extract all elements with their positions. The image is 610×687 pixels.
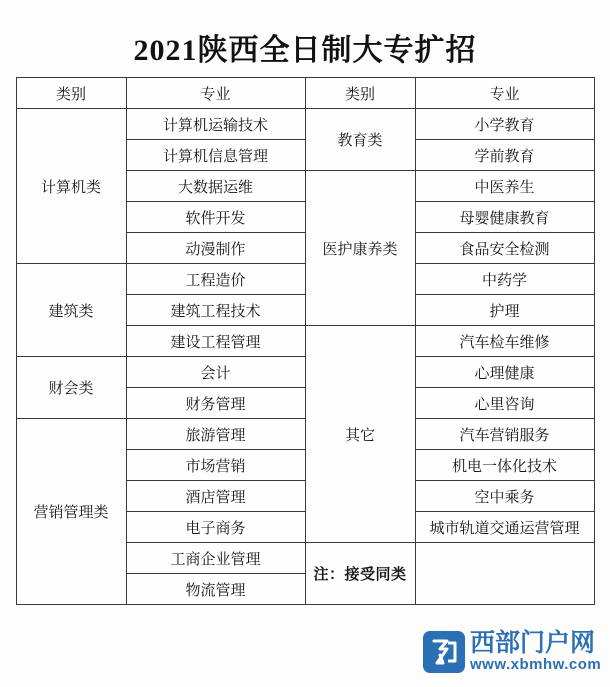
- major-cell: 小学教育: [415, 109, 594, 140]
- category-cell-medical: 医护康养类: [305, 171, 415, 326]
- major-cell: 大数据运维: [126, 171, 305, 202]
- major-cell: 计算机信息管理: [126, 140, 305, 171]
- major-cell: 物流管理: [126, 574, 305, 605]
- major-cell: 机电一体化技术: [415, 450, 594, 481]
- page-title: 2021陕西全日制大专扩招: [133, 34, 477, 67]
- major-cell: 工程造价: [126, 264, 305, 295]
- header-category-left: 类别: [16, 78, 126, 109]
- major-cell: 护理: [415, 295, 594, 326]
- major-cell: 建设工程管理: [126, 326, 305, 357]
- table-header-row: [16, 78, 594, 109]
- header-major-left: 专业: [126, 78, 305, 109]
- major-cell: 学前教育: [415, 140, 594, 171]
- watermark-text: [470, 631, 601, 673]
- major-cell: 软件开发: [126, 202, 305, 233]
- xbmhw-logo-icon: [422, 630, 466, 674]
- major-cell: 动漫制作: [126, 233, 305, 264]
- category-cell-education: 教育类: [305, 109, 415, 171]
- watermark-url: www.xbmhw.com: [470, 656, 602, 674]
- major-cell: 心里咨询: [415, 388, 594, 419]
- category-cell-construction: 建筑类: [16, 264, 126, 357]
- note-cell: 注：接受同类: [305, 543, 415, 605]
- major-cell: 市场营销: [126, 450, 305, 481]
- blank-cell: [415, 543, 594, 605]
- watermark: [422, 623, 604, 681]
- major-cell: 会计: [126, 357, 305, 388]
- major-cell: 母婴健康教育: [415, 202, 594, 233]
- major-cell: 酒店管理: [126, 481, 305, 512]
- table-row: [16, 109, 594, 140]
- category-cell-computer: 计算机类: [16, 109, 126, 264]
- category-cell-finance: 财会类: [16, 357, 126, 419]
- header-major-right: 专业: [415, 78, 594, 109]
- major-cell: 城市轨道交通运营管理: [415, 512, 594, 543]
- category-cell-other: 其它: [305, 326, 415, 543]
- major-cell: 食品安全检测: [415, 233, 594, 264]
- major-cell: 中医养生: [415, 171, 594, 202]
- major-cell: 空中乘务: [415, 481, 594, 512]
- major-cell: 财务管理: [126, 388, 305, 419]
- major-cell: 汽车检车维修: [415, 326, 594, 357]
- header-category-right: 类别: [305, 78, 415, 109]
- major-cell: 工商企业管理: [126, 543, 305, 574]
- major-cell: 电子商务: [126, 512, 305, 543]
- major-cell: 建筑工程技术: [126, 295, 305, 326]
- major-cell: 心理健康: [415, 357, 594, 388]
- major-cell: 汽车营销服务: [415, 419, 594, 450]
- major-cell: 中药学: [415, 264, 594, 295]
- major-cell: 计算机运输技术: [126, 109, 305, 140]
- watermark-brand: 西部门户网: [470, 630, 596, 657]
- category-cell-marketing: 营销管理类: [16, 419, 126, 605]
- major-cell: 旅游管理: [126, 419, 305, 450]
- enrollment-table: [16, 77, 595, 605]
